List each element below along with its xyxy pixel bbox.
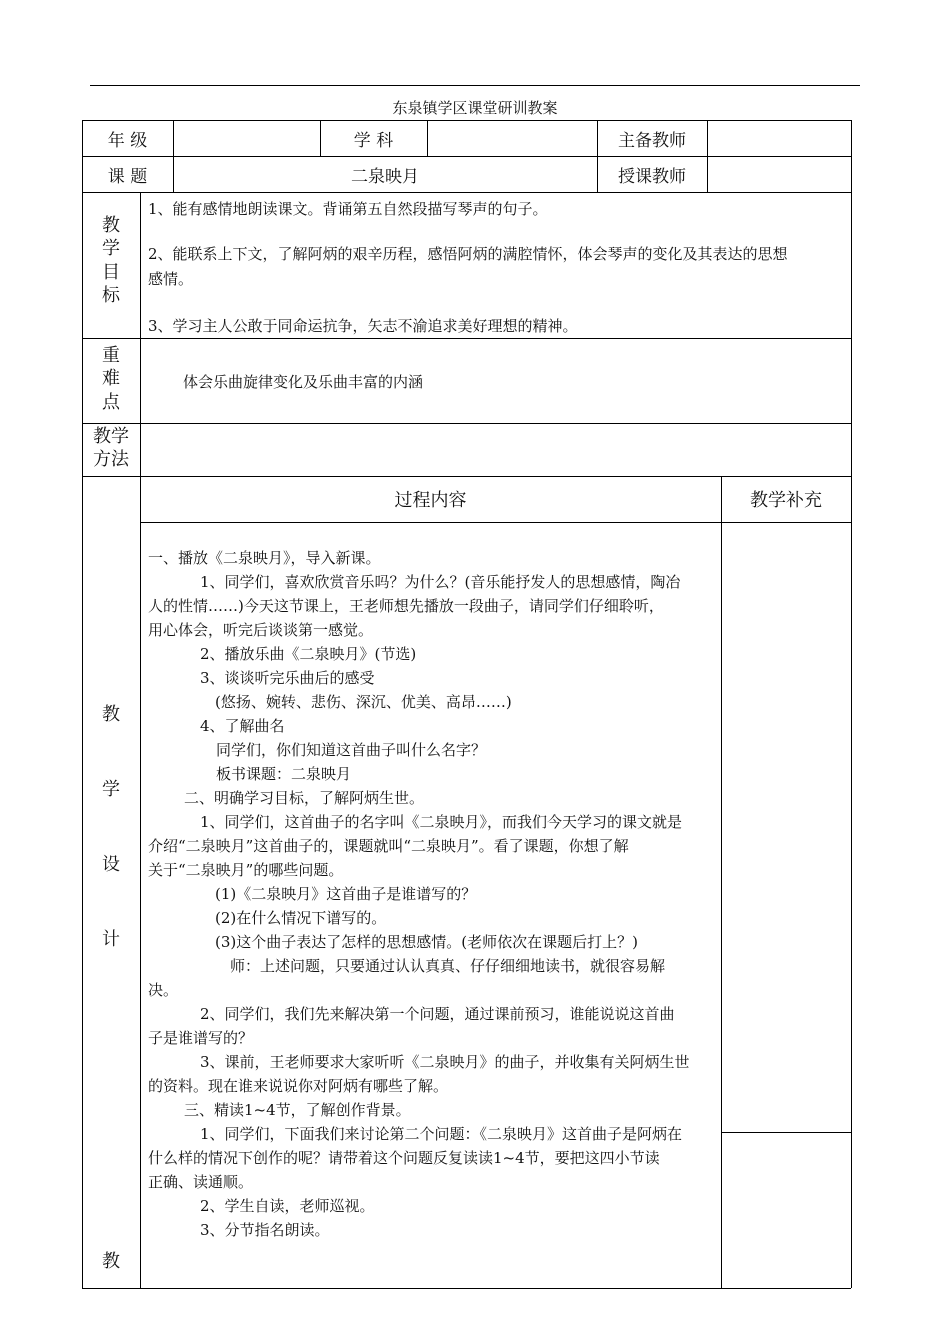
design-label-char: 计 bbox=[102, 929, 120, 950]
process-line: 1、同学们，喜欢欣赏音乐吗？为什么？(音乐能抒发人的思想感情，陶冶 bbox=[200, 573, 681, 591]
design-label-char: 教 bbox=[102, 1251, 120, 1272]
design-label-char: 设 bbox=[102, 854, 120, 875]
process-line: 子是谁谱写的？ bbox=[148, 1029, 254, 1047]
process-line: 什么样的情况下创作的呢？请带着这个问题反复读读1~4节，要把这四小节读 bbox=[148, 1149, 660, 1167]
process-header: 过程内容 bbox=[394, 490, 467, 511]
table-rule bbox=[82, 423, 851, 424]
design-label-char: 学 bbox=[102, 779, 120, 800]
objective-3: 3、学习主人公敢于同命运抗争，矢志不渝追求美好理想的精神。 bbox=[148, 317, 578, 335]
process-line: (悠扬、婉转、悲伤、深沉、优美、高昂……) bbox=[215, 693, 512, 711]
method-label: 教学 方法 bbox=[93, 426, 129, 470]
process-line: 用心体会，听完后谈谈第一感觉。 bbox=[148, 621, 374, 639]
process-line: 三、精读1~4节，了解创作背景。 bbox=[184, 1101, 411, 1119]
process-line: 2、同学们，我们先来解决第一个问题，通过课前预习，谁能说说这首曲 bbox=[200, 1005, 675, 1023]
table-rule bbox=[140, 522, 851, 523]
process-line: 正确、读通顺。 bbox=[148, 1173, 254, 1191]
process-line: 2、学生自读，老师巡视。 bbox=[200, 1197, 375, 1215]
process-line: 3、谈谈听完乐曲后的感受 bbox=[200, 669, 375, 687]
process-line: 一、播放《二泉映月》，导入新课。 bbox=[148, 549, 381, 567]
process-line: 人的性情……)今天这节课上，王老师想先播放一段曲子，请同学们仔细聆听， bbox=[148, 597, 664, 615]
process-line: 的资料。现在谁来说说你对阿炳有哪些了解。 bbox=[148, 1077, 449, 1095]
objective-1: 1、能有感情地朗读课文。背诵第五自然段描写琴声的句子。 bbox=[148, 200, 548, 218]
objective-2-cont: 感情。 bbox=[148, 270, 194, 288]
objectives-label: 教 学 目 标 bbox=[102, 215, 120, 307]
process-line: 3、分节指名朗读。 bbox=[200, 1221, 330, 1239]
subject-value[interactable] bbox=[427, 120, 597, 156]
key-points-label: 重 难 点 bbox=[102, 345, 120, 413]
process-line: 关于“二泉映月”的哪些问题。 bbox=[148, 861, 344, 879]
process-line: 二、明确学习目标，了解阿炳生世。 bbox=[184, 789, 425, 807]
lead-teacher-value[interactable] bbox=[707, 120, 851, 156]
document-title: 东泉镇学区课堂研训教案 bbox=[392, 99, 558, 117]
header-rule bbox=[90, 85, 860, 86]
table-rule bbox=[82, 338, 851, 339]
process-line: (3)这个曲子表达了怎样的思想感情。(老师依次在课题后打上？) bbox=[215, 933, 638, 951]
lead-teacher-label: 主备教师 bbox=[618, 130, 686, 151]
process-line: 板书课题：二泉映月 bbox=[216, 765, 352, 783]
table-rule bbox=[721, 1132, 851, 1133]
subject-label: 学 科 bbox=[353, 130, 394, 151]
topic-value: 二泉映月 bbox=[351, 166, 419, 187]
teacher-label: 授课教师 bbox=[618, 166, 686, 187]
table-rule bbox=[82, 192, 851, 193]
supplement-header: 教学补充 bbox=[750, 490, 822, 511]
teacher-value[interactable] bbox=[707, 156, 851, 192]
process-line: (2)在什么情况下谱写的。 bbox=[215, 909, 387, 927]
key-points-content: 体会乐曲旋律变化及乐曲丰富的内涵 bbox=[183, 373, 424, 391]
grade-value[interactable] bbox=[173, 120, 320, 156]
process-line: 3、课前，王老师要求大家听听《二泉映月》的曲子，并收集有关阿炳生世 bbox=[200, 1053, 690, 1071]
process-line: 介绍“二泉映月”这首曲子的，课题就叫“二泉映月”。看了课题，你想了解 bbox=[148, 837, 629, 855]
process-line: 4、了解曲名 bbox=[200, 717, 285, 735]
design-label-char: 教 bbox=[102, 704, 120, 725]
process-line: 1、同学们，下面我们来讨论第二个问题：《二泉映月》这首曲子是阿炳在 bbox=[200, 1125, 683, 1143]
topic-label: 课 题 bbox=[107, 166, 148, 187]
process-content bbox=[148, 546, 718, 1242]
process-line: 师：上述问题，只要通过认认真真、仔仔细细地读书，就很容易解 bbox=[230, 957, 666, 975]
table-border-bottom bbox=[82, 1288, 851, 1289]
process-line: 1、同学们，这首曲子的名字叫《二泉映月》，而我们今天学习的课文就是 bbox=[200, 813, 683, 831]
table-rule bbox=[721, 476, 722, 1288]
process-line: 2、播放乐曲《二泉映月》(节选) bbox=[200, 645, 417, 663]
table-rule bbox=[140, 192, 141, 1288]
process-line: (1)《二泉映月》这首曲子是谁谱写的？ bbox=[215, 885, 477, 903]
table-border-right bbox=[851, 120, 852, 1288]
objective-2: 2、能联系上下文，了解阿炳的艰辛历程，感悟阿炳的满腔情怀，体会琴声的变化及其表达的思想 bbox=[148, 245, 788, 263]
process-line: 决。 bbox=[148, 981, 179, 999]
grade-label: 年 级 bbox=[107, 130, 148, 151]
process-line: 同学们，你们知道这首曲子叫什么名字？ bbox=[216, 741, 487, 759]
